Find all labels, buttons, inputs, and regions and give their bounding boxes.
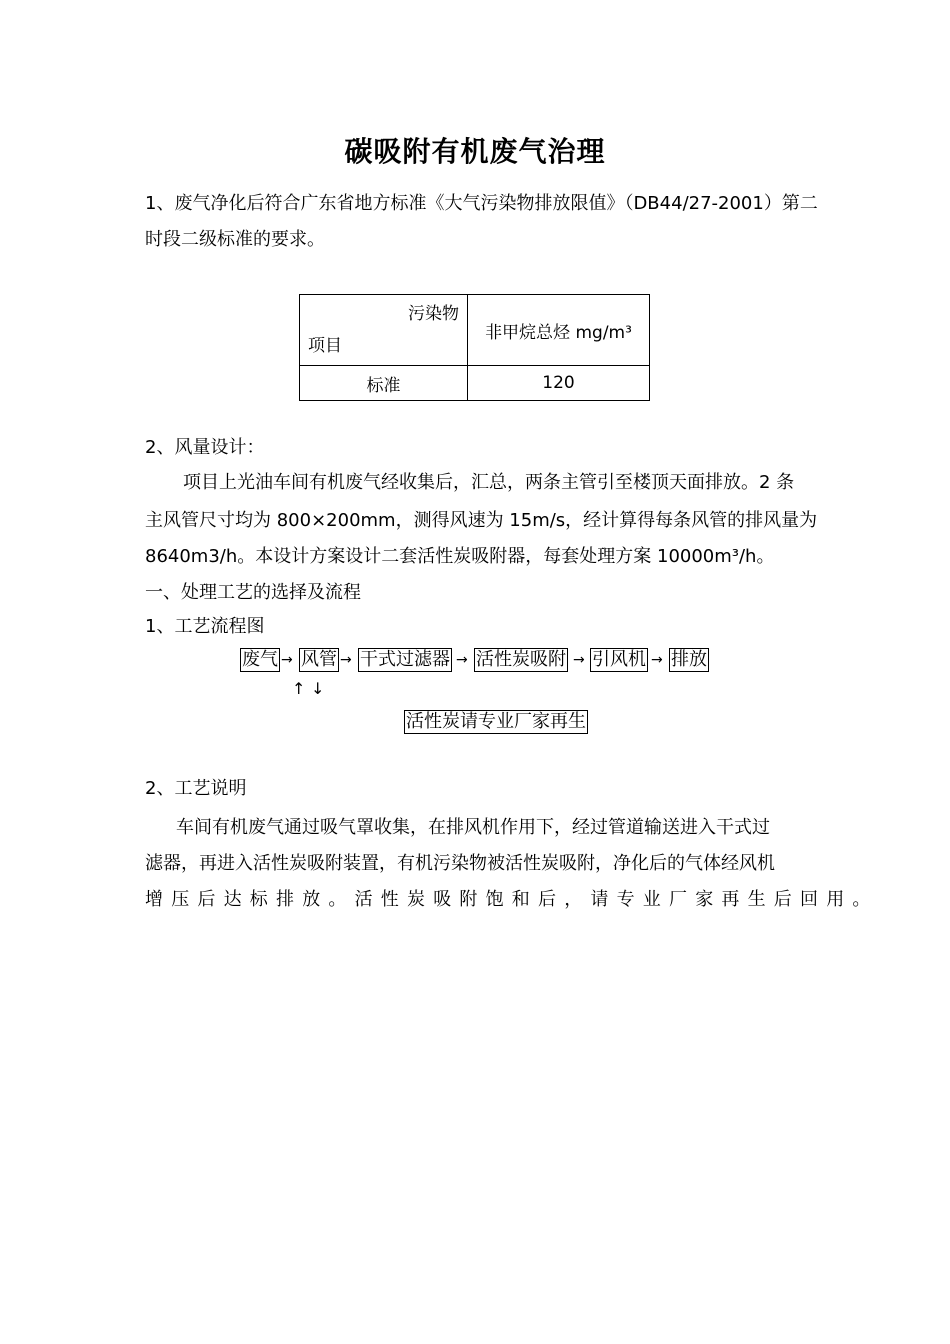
- flow-step-discharge: 排放: [671, 649, 707, 670]
- table-header-diagonal-cell: [300, 295, 468, 366]
- flow-arrow-icon: →: [573, 652, 585, 668]
- flow-arrow-icon: →: [281, 652, 293, 668]
- explain-line-3: 增压后达标排放。活性炭吸附饱和后，请专业厂家再生后回用。: [145, 889, 879, 910]
- table-row-label: 标准: [300, 366, 468, 401]
- process-section-heading: 一、处理工艺的选择及流程: [145, 582, 361, 603]
- airflow-line-1: 项目上光油车间有机废气经收集后，汇总，两条主管引至楼顶天面排放。2 条: [183, 472, 795, 493]
- down-arrow-icon: ↓: [311, 679, 325, 698]
- flow-step-carbon-adsorption: 活性炭吸附: [476, 649, 566, 670]
- flow-step-regeneration: 活性炭请专业厂家再生: [406, 711, 586, 732]
- airflow-heading: 2、风量设计：: [145, 437, 265, 458]
- table-header-pollutant: 污染物: [408, 304, 459, 324]
- flow-arrow-icon: →: [340, 652, 352, 668]
- intro-line-2: 时段二级标准的要求。: [145, 229, 325, 250]
- explain-heading: 2、工艺说明: [145, 778, 247, 799]
- flow-step-dry-filter: 干式过滤器: [360, 649, 450, 670]
- flow-step-exhaust: 废气: [242, 649, 278, 670]
- flow-arrow-icon: →: [651, 652, 663, 668]
- flow-step-duct: 风管: [301, 649, 337, 670]
- explain-line-2: 滤器，再进入活性炭吸附装置，有机污染物被活性炭吸附，净化后的气体经风机: [145, 853, 775, 874]
- page-title: 碳吸附有机废气治理: [344, 135, 606, 168]
- table-header-column: 非甲烷总烃 mg/m³: [468, 295, 650, 366]
- airflow-line-3: 8640m3/h。本设计方案设计二套活性炭吸附器，每套处理方案 10000m³/h。: [145, 546, 775, 567]
- standard-table: [299, 294, 650, 401]
- up-arrow-icon: ↑: [292, 679, 306, 698]
- airflow-line-2: 主风管尺寸均为 800×200mm，测得风速为 15m/s，经计算得每条风管的排风量为: [145, 510, 818, 531]
- explain-line-1: 车间有机废气通过吸气罩收集，在排风机作用下，经过管道输送进入干式过: [176, 817, 770, 838]
- flow-arrow-icon: →: [456, 652, 468, 668]
- flow-heading: 1、工艺流程图: [145, 616, 265, 637]
- table-row-value: 120: [468, 366, 650, 401]
- flow-step-induced-fan: 引风机: [592, 649, 646, 670]
- intro-line-1: 1、废气净化后符合广东省地方标准《大气污染物排放限值》（DB44/27-2001）第二: [145, 193, 818, 214]
- table-header-item: 项目: [308, 336, 342, 356]
